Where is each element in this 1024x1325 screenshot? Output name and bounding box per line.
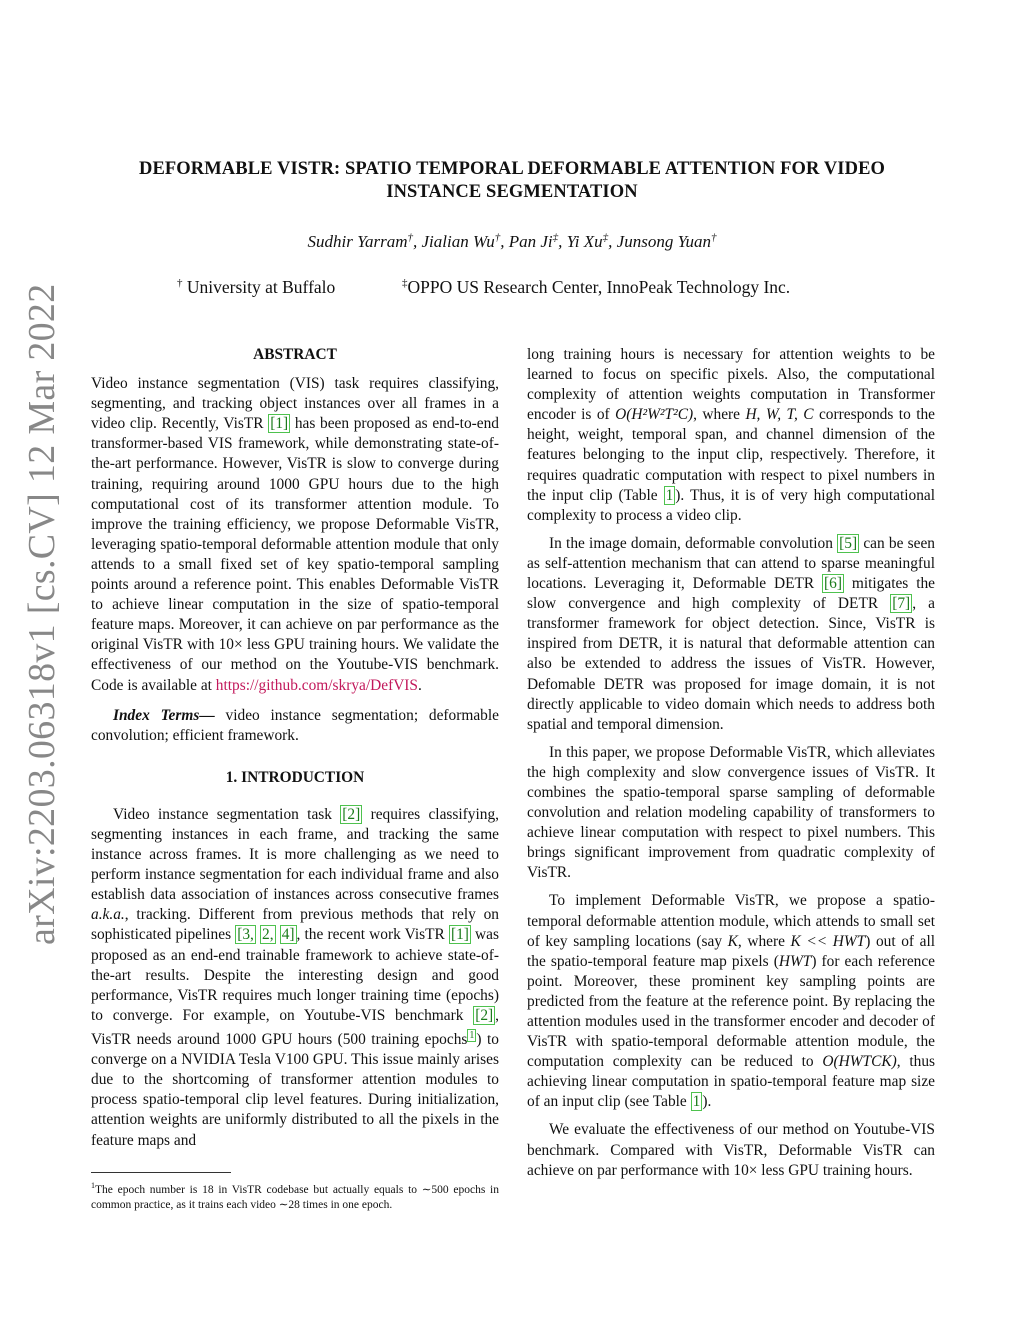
footnote-divider (91, 1172, 231, 1173)
author: Jialian Wu†, (421, 231, 509, 251)
right-column (527, 345, 935, 1181)
citation-link[interactable]: [6] (824, 575, 842, 593)
citation-link[interactable]: [2] (475, 1006, 494, 1024)
introduction-paragraph: Video instance segmentation task [2] requires classifying, segmenting instances in each frame, and tracking the same instance across frames. It is more challenging as we need to perform instance segmentation for each individual frame and also establish data association of instances across consecutive frames a.k.a., tracking. Different from previous methods that rely on sophisticated pipelines [3, 2, 4] , the recent work VisTR [1] was proposed as an end-end trainable framework to achieve state-of-the-art results. Despite the interesting design and good performance, VisTR requires much longer training time (epochs) to converge. For example, on Youtube-VIS benchmark [2] , VisTR needs around 1000 GPU hours (500 training epochs $^1$ ) to converge on a NVIDIA Tesla V100 GPU. This issue mainly arises due to the shortcoming of transformer attention modules to process spatio-temporal clip level features. During initialization, attention weights are uniformly distributed to all the pixels in the feature maps and (91, 805, 500, 1149)
citation-link[interactable]: 2, (262, 926, 274, 944)
footnote: $^1$The epoch number is 18 in VisTR codebase but actually equals to ∼500 epochs in common practice, as it trains each video ∼28 times in one epoch. (91, 1181, 499, 1211)
paragraph: In the image domain, deformable convolution [5] can be seen as self-attention mechanism that can attend to sparse meaningful locations. Leveraging it, Deformable DETR [6] mitigates the slow convergence and high complexity of DETR [7] , a transformer framework for object detection. Since, VisTR is inspired from DETR, it is natural that deformable attention can also be extended to address the issues of VisTR. However, Defomable DETR was proposed for image domain, it is not directly applicable to video domain which needs to address both spatial and temporal dimension. (527, 534, 935, 733)
citation-link[interactable]: 4] (281, 926, 295, 944)
paragraph: In this paper, we propose Deformable VisTR, which alleviates the high complexity and slow convergence issues of VisTR. It combines the spatio-temporal sparse sampling of deformable convolution and relation modeling capability of transformers to achieve linear computation with respect to pixel numbers. This brings significant improvement from quadratic complexity of VisTR. (527, 743, 935, 882)
abstract-heading: ABSTRACT (253, 346, 337, 363)
affiliation-buffalo: † University at Buffalo (177, 277, 336, 297)
abstract-text: Video instance segmentation (VIS) task requires classifying, segmenting, and tracking object instances over all frames in a video clip. Recently, VisTR [1] has been proposed as end-to-end transformer-based VIS framework, while demonstrating state-of-the-art performance. However, VisTR is slow to converge during training, requiring around 1000 GPU hours due to the high computational cost of its transformer attention module. To improve the training efficiency, we propose Deformable VisTR, leveraging spatio-temporal deformable attention module that only attends to a small fixed set of key spatio-temporal sampling points around a reference point. This enables Deformable VisTR to achieve linear computation in the size of spatio-temporal feature maps. Moreover, it can achieve on par performance as the original VisTR with 10× less GPU training hours. We validate the effectiveness of our method on the Youtube-VIS benchmark. Code is available at https://github.com/skrya/DefVIS. (91, 375, 499, 694)
paragraph: To implement Deformable VisTR, we propose a spatio-temporal deformable attention module, which attends to small set of key sampling locations (say K, where K << HWT) out of all the spatio-temporal feature map pixels (HWT) for each reference point. Moreover, these prominent key sampling points are predicted from the feature at the reference point. By replacing the attention modules used in the transformer encoder and decoder of VisTR with spatio-temporal deformable attention module, the computation complexity can be reduced to O(HWTCK), thus achieving linear computation in spatio-temporal feature map size of an input clip (see Table 1 ). (527, 892, 936, 1111)
citation-link[interactable]: [1] (270, 415, 289, 433)
index-terms: Index Terms— video instance segmentation; deformable convolution; efficient framework. (91, 706, 499, 744)
author: Pan Ji‡, (508, 231, 567, 251)
citation-link[interactable]: [1] (450, 926, 469, 944)
author: Yi Xu‡, (566, 231, 617, 251)
title-line-1: DEFORMABLE VISTR: SPATIO TEMPORAL DEFORMABLE ATTENTION FOR VIDEO (139, 159, 885, 179)
paragraph: We evaluate the effectiveness of our method on Youtube-VIS benchmark. Compared with VisTR, Deformable VisTR can achieve on par performance with 10× less GPU training hours. (527, 1121, 935, 1179)
paper-title (100, 158, 924, 204)
left-column (91, 345, 499, 1151)
arxiv-identifier: arXiv:2203.06318v1 [cs.CV] 12 Mar 2022 (21, 283, 63, 945)
author: Junsong Yuan† (616, 231, 717, 251)
table-link[interactable]: 1 (692, 1093, 701, 1111)
author-list (100, 231, 924, 252)
citation-link[interactable]: [3, (237, 926, 254, 944)
introduction-heading: 1. INTRODUCTION (225, 768, 365, 786)
citation-link[interactable]: [7] (892, 595, 911, 613)
table-link[interactable]: 1 (665, 486, 674, 504)
citation-link[interactable]: [2] (342, 805, 361, 823)
code-url-link[interactable]: https://github.com/skrya/DefVIS (215, 676, 418, 694)
affiliation-oppo: ‡OPPO US Research Center, InnoPeak Technology Inc. (402, 277, 791, 297)
footnote-link[interactable]: 1 (469, 1029, 475, 1041)
paragraph: long training hours is necessary for attention weights to be learned to focus on specific pixels. Also, the computational complexity of attention weights computation in Transformer encoder is of O(H²W²T²C), where H, W, T, C corresponds to the height, weight, temporal span, and channel dimension of the features belonging to the input clip, respectively. Therefore, it requires quadratic computation with respect to pixel numbers in the input clip (Table 1 ). Thus, it is of very high computational complexity to process a video clip. (527, 346, 936, 524)
citation-link[interactable]: [5] (839, 534, 858, 552)
author: Sudhir Yarram†, (307, 231, 422, 251)
title-line-2: INSTANCE SEGMENTATION (386, 182, 638, 202)
